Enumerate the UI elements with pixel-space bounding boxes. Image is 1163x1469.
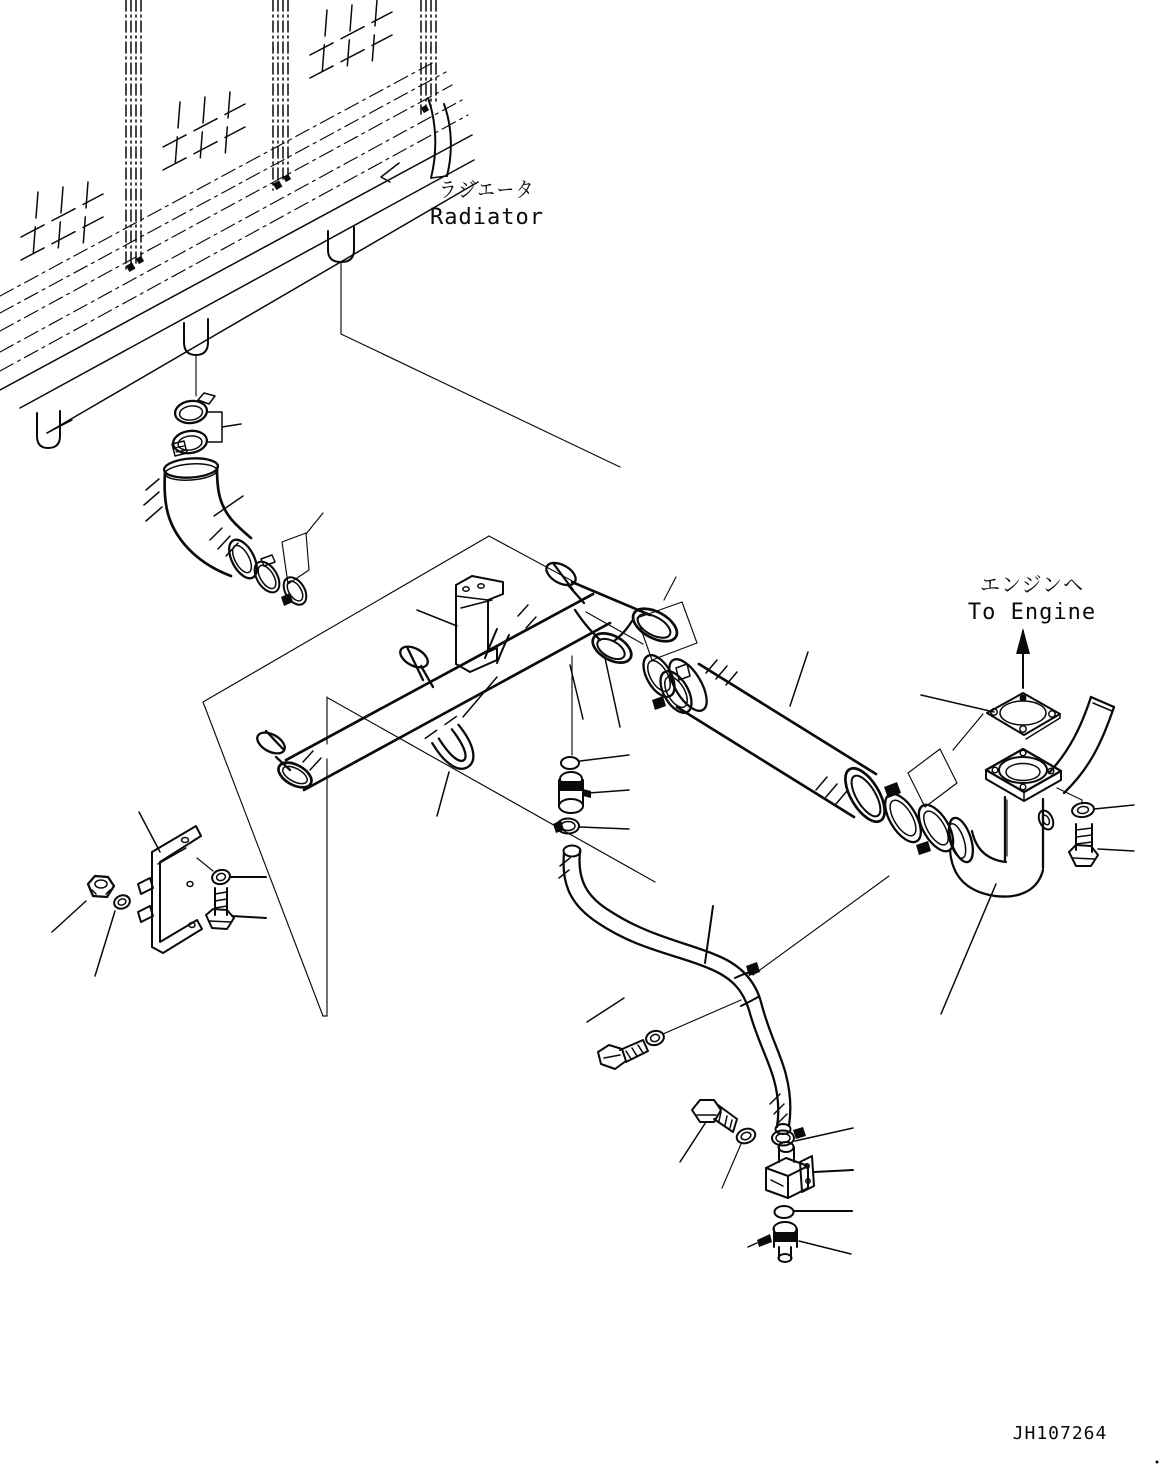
bracket-group xyxy=(52,812,266,976)
radiator-frame-post xyxy=(421,0,436,114)
radiator-frame-post xyxy=(126,0,144,272)
radiator-label-jp: ラジエータ xyxy=(439,178,535,202)
bracket-washer-small xyxy=(95,893,132,976)
radiator-outlet-stub xyxy=(184,319,208,355)
flange-bolt xyxy=(1069,824,1098,866)
drain-boss xyxy=(1036,808,1056,832)
drain-valve-body xyxy=(766,1142,853,1198)
drain-cock xyxy=(748,1222,851,1262)
drain-hose xyxy=(559,846,791,1135)
drain-bolt xyxy=(587,998,648,1069)
hose-clamp-pair-right xyxy=(878,714,983,857)
core-hatch-grid xyxy=(163,92,245,170)
drain-washer xyxy=(644,1029,665,1047)
to-engine-arrow xyxy=(1016,628,1030,688)
support-bracket xyxy=(138,812,202,953)
core-hatch-grid xyxy=(21,182,103,260)
connector-hose xyxy=(662,652,893,828)
page-dot xyxy=(1156,1461,1159,1464)
bracket-stud-bolt xyxy=(206,888,266,929)
hose-clamp-pair-mid xyxy=(637,577,698,718)
clamp-group-bracket xyxy=(207,412,222,442)
wire-clamp xyxy=(279,573,311,609)
engine-hose xyxy=(1049,697,1114,793)
section-plane-lines xyxy=(203,536,655,1016)
valve-bolt xyxy=(680,1100,737,1162)
radiator-outlet-stub xyxy=(37,411,60,448)
engine-label-jp: エンジンヘ xyxy=(980,573,1084,597)
hose-clamp xyxy=(174,393,215,425)
drain-hose-clamp xyxy=(553,819,579,834)
bracket-nut xyxy=(52,876,114,932)
core-hatch-grid xyxy=(310,0,392,78)
drain-group xyxy=(553,656,889,1134)
hose-clamp xyxy=(172,429,209,456)
pipe-stub xyxy=(254,728,290,770)
valve-assembly xyxy=(680,1100,853,1262)
u-bolt xyxy=(425,717,484,778)
flange-washer xyxy=(1071,802,1095,819)
bracket-washer xyxy=(197,858,266,886)
pipe-stub xyxy=(543,558,584,603)
pipe-mounting-bracket xyxy=(456,576,503,672)
valve-washer xyxy=(722,1126,757,1188)
valve-o-ring xyxy=(775,1206,853,1218)
radiator-label-en: Radiator xyxy=(430,205,544,230)
radiator-core-drawing xyxy=(0,0,620,467)
drain-o-ring xyxy=(561,757,579,769)
hose-clamp-pair-upper xyxy=(172,393,241,456)
drain-plug xyxy=(559,772,591,813)
engine-outlet-group xyxy=(921,628,1134,1014)
engine-label-en: To Engine xyxy=(967,600,1097,625)
wire-clamp-pair xyxy=(250,513,323,609)
pipe-stub xyxy=(397,642,433,687)
flange-gasket xyxy=(987,693,1060,739)
radiator-frame-post xyxy=(273,0,291,190)
radiator-elbow-hose xyxy=(144,457,263,583)
drawing-number: JH107264 xyxy=(1012,1423,1108,1444)
